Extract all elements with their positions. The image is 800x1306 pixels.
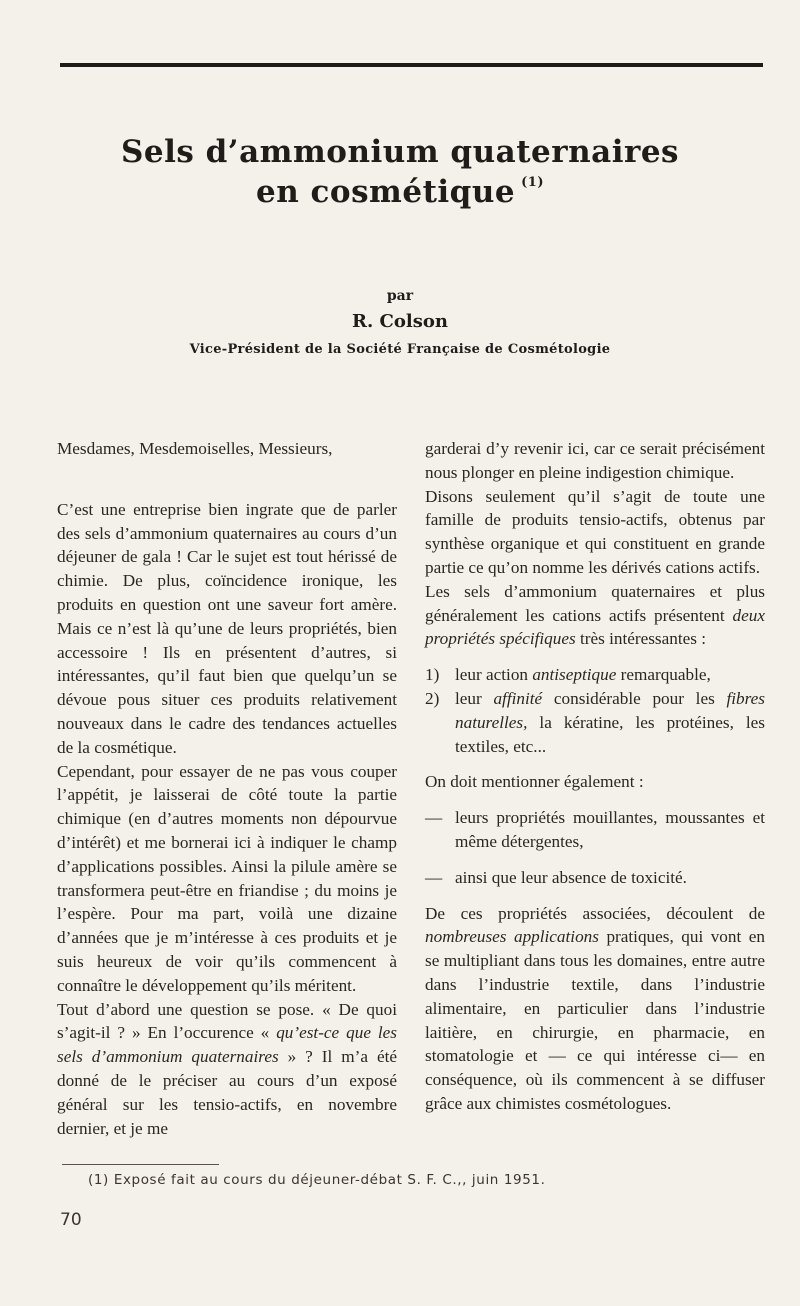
salutation: Mesdames, Mesdemoiselles, Messieurs, bbox=[57, 439, 333, 458]
paragraph bbox=[425, 580, 765, 651]
paragraph: garderai d’y revenir ici, car ce serait précisément nous plonger en pleine indigestion chimique. bbox=[425, 439, 765, 482]
dash-mark: — bbox=[425, 867, 443, 887]
text-run: » ? Il m’a été donné de le préciser au cours d’un exposé général sur les tensio-actifs, en novembre dernier, et je me bbox=[57, 1047, 397, 1138]
italic-run: antiseptique bbox=[532, 665, 617, 685]
paragraph bbox=[57, 998, 397, 1141]
list-text bbox=[455, 687, 765, 758]
italic-run: affinité bbox=[493, 688, 543, 708]
list-text bbox=[455, 663, 765, 687]
paragraph bbox=[425, 902, 765, 1116]
italic-run: deux propriétés spécifiques bbox=[425, 605, 765, 649]
list-item bbox=[425, 687, 765, 758]
footnote: (1) Exposé fait au cours du déjeuner-débat S. F. C.,, juin 1951. bbox=[88, 1172, 546, 1188]
right-column bbox=[425, 437, 765, 1116]
dash-item bbox=[425, 866, 765, 890]
page-number: 70 bbox=[60, 1210, 82, 1230]
paragraph: On doit mentionner également : bbox=[425, 772, 644, 792]
dash-text: leurs propriétés mouillantes, moussantes et même détergentes, bbox=[455, 808, 765, 851]
text-run: pratiques, qui vont en se multipliant dans tous les domaines, entre autre dans l’industrie textile, dans l’industrie alimentaire, en particulier dans l’industrie laitière, en chirurgie, en pharmacie, en stomatologie et — ce qui intéresse ci— en conséquence, où ils commencent à se diffuser grâce aux chimistes cosmétologues. bbox=[425, 927, 765, 1113]
footnote-rule bbox=[62, 1164, 219, 1165]
title-footnote-ref: (1) bbox=[521, 175, 544, 190]
left-column bbox=[57, 437, 397, 1140]
text-run: leur action bbox=[455, 665, 533, 685]
list-number: 2) bbox=[425, 688, 440, 708]
article-title-line-2-text: en cosmétique bbox=[256, 174, 516, 210]
author-name: R. Colson bbox=[352, 311, 448, 332]
text-run: Tout d’abord une question se pose. « De quoi s’agit-il ? » En l’occurence « bbox=[57, 999, 397, 1043]
dash-mark: — bbox=[425, 808, 443, 828]
text-run: considérable pour les bbox=[542, 688, 727, 708]
text-run: leur bbox=[455, 688, 494, 708]
text-run: très intéressantes : bbox=[575, 629, 706, 649]
paragraph: C’est une entreprise bien ingrate que de parler des sels d’ammonium quaternaires au cours d’un déjeuner de gala ! Car le sujet est tout hérissé de chimie. De plus, coïncidence ironique, les produits en question ont une saveur fort amère. Mais ce n’est là qu’une de leurs propriétés, bien accessoire ! Ils en présentent d’autres, si intéressantes, qu’il faut bien que quelqu’un se dévoue pous situer ces produits relativement nouveaux dans le cadre des tendances actuelles de la cosmétique. bbox=[57, 499, 397, 757]
list-item bbox=[425, 663, 765, 687]
text-run: Les sels d’ammonium quaternaires et plus généralement les cations actifs présentent bbox=[425, 581, 765, 625]
dash-text: ainsi que leur absence de toxicité. bbox=[455, 867, 687, 887]
italic-run: fibres naturelles, bbox=[455, 688, 765, 732]
paragraph: Cependant, pour essayer de ne pas vous couper l’appétit, je laisserai de côté toute la partie chimique (en d’autres moments non dépourvue d’intérêt) et me bornerai ici à indiquer le champ d’applications possibles. Ainsi la pilule amère se transformera peut-être en friandise ; du moins je l’espère. Pour ma part, voilà une dizaine d’années que je m’intéresse à ces produits et je suis heureux de voir qu’ils commencent à connaître le développement qu’ils méritent. bbox=[57, 761, 397, 995]
article-title-line-1: Sels d’ammonium quaternaires bbox=[121, 134, 679, 170]
text-run: De ces propriétés associées, découlent de bbox=[425, 903, 765, 923]
list-number: 1) bbox=[425, 665, 440, 685]
article-title-line-2 bbox=[0, 174, 800, 210]
dash-item bbox=[425, 806, 765, 854]
paragraph: Disons seulement qu’il s’agit de toute une famille de produits tensio-actifs, obtenus par synthèse organique et qui constituent en grande partie ce qu’on nomme les dérivés cations actifs. bbox=[425, 486, 765, 577]
text-run: la kératine, les protéines, les textiles, etc... bbox=[455, 712, 765, 756]
byline-par: par bbox=[386, 288, 414, 304]
author-affiliation: Vice-Président de la Société Française de Cosmétologie bbox=[189, 342, 611, 357]
italic-run: nombreuses applications bbox=[425, 927, 599, 947]
text-run: remarquable, bbox=[616, 665, 711, 685]
top-rule bbox=[60, 63, 763, 67]
italic-run: qu’est-ce que les sels d’ammonium quaternaires bbox=[57, 1023, 397, 1067]
